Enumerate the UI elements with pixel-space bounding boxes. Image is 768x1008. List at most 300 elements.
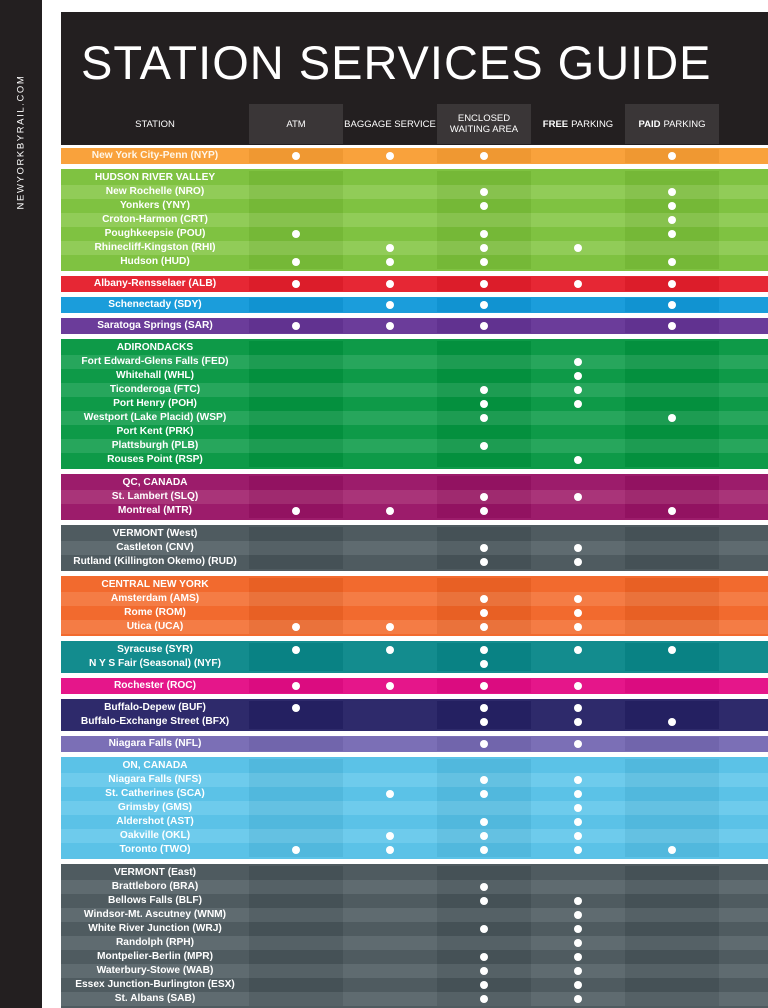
table-cell [531, 578, 625, 592]
website-label: NEWYORKBYRAIL.COM [15, 74, 27, 210]
service-available-dot [480, 790, 488, 798]
service-available-dot [480, 595, 488, 603]
station-row [61, 679, 768, 693]
table-cell [343, 936, 437, 950]
service-available-dot [668, 322, 676, 330]
table-cell [719, 908, 768, 922]
service-available-dot [386, 682, 394, 690]
column-header-row [61, 103, 768, 145]
table-cell [719, 787, 768, 801]
service-available-dot [480, 981, 488, 989]
table-cell [249, 866, 343, 880]
station-row [61, 894, 768, 908]
column-header-label: ENCLOSED WAITING AREA [449, 113, 519, 135]
station-name: N Y S Fair (Seasonal) (NYF) [88, 658, 222, 669]
region-section [61, 318, 768, 334]
table-cell [249, 657, 343, 671]
region-section [61, 864, 768, 1008]
table-cell [249, 383, 343, 397]
table-cell [343, 894, 437, 908]
table-cell [249, 298, 343, 312]
service-available-dot [480, 646, 488, 654]
station-name: Hudson (HUD) [120, 256, 190, 267]
table-cell [625, 241, 719, 255]
table-cell [719, 355, 768, 369]
table-cell [719, 555, 768, 569]
table-cell [719, 341, 768, 355]
table-cell [249, 950, 343, 964]
table-cell [625, 369, 719, 383]
column-header-3 [437, 104, 531, 144]
station-row [61, 643, 768, 657]
service-available-dot [480, 386, 488, 394]
service-available-dot [292, 230, 300, 238]
service-available-dot [574, 682, 582, 690]
table-cell [343, 425, 437, 439]
service-available-dot [480, 953, 488, 961]
table-cell [249, 578, 343, 592]
service-available-dot [386, 790, 394, 798]
table-cell [437, 801, 531, 815]
table-cell [343, 490, 437, 504]
service-available-dot [386, 258, 394, 266]
table-cell [531, 319, 625, 333]
table-cell [249, 453, 343, 467]
service-available-dot [574, 558, 582, 566]
station-row [61, 199, 768, 213]
region-section [61, 148, 768, 164]
table-cell [719, 319, 768, 333]
service-available-dot [480, 442, 488, 450]
table-cell [249, 801, 343, 815]
service-available-dot [480, 202, 488, 210]
service-available-dot [480, 704, 488, 712]
region-section [61, 474, 768, 520]
table-cell [625, 880, 719, 894]
table-cell [437, 527, 531, 541]
page-title: STATION SERVICES GUIDE [81, 36, 712, 89]
station-name: St. Lambert (SLQ) [111, 491, 199, 502]
table-cell [343, 476, 437, 490]
region-section [61, 641, 768, 673]
table-cell [625, 578, 719, 592]
station-row [61, 355, 768, 369]
table-cell [625, 592, 719, 606]
service-available-dot [480, 322, 488, 330]
table-cell [625, 922, 719, 936]
table-cell [531, 439, 625, 453]
table-cell [625, 773, 719, 787]
table-cell [625, 425, 719, 439]
service-available-dot [574, 704, 582, 712]
region-section [61, 757, 768, 859]
table-cell [719, 453, 768, 467]
table-cell [249, 992, 343, 1006]
station-row [61, 383, 768, 397]
table-cell [249, 213, 343, 227]
table-cell [249, 759, 343, 773]
station-row [61, 298, 768, 312]
station-row [61, 992, 768, 1006]
table-cell [343, 992, 437, 1006]
table-cell [625, 171, 719, 185]
region-header-row [61, 578, 768, 592]
service-available-dot [480, 682, 488, 690]
service-available-dot [480, 301, 488, 309]
column-header-4 [531, 104, 625, 144]
service-available-dot [574, 846, 582, 854]
table-cell [719, 369, 768, 383]
table-cell [719, 620, 768, 634]
table-cell [625, 894, 719, 908]
table-cell [719, 657, 768, 671]
region-name: VERMONT (West) [112, 528, 198, 539]
table-cell [625, 606, 719, 620]
service-available-dot [480, 544, 488, 552]
region-name: QC, CANADA [122, 477, 188, 488]
table-cell [719, 964, 768, 978]
station-row [61, 319, 768, 333]
table-cell [249, 199, 343, 213]
table-cell [343, 701, 437, 715]
station-row [61, 504, 768, 518]
table-cell [625, 555, 719, 569]
table-cell [249, 171, 343, 185]
station-row [61, 787, 768, 801]
service-available-dot [480, 400, 488, 408]
station-row [61, 425, 768, 439]
table-cell [625, 476, 719, 490]
service-available-dot [480, 230, 488, 238]
service-available-dot [668, 188, 676, 196]
table-cell [719, 277, 768, 291]
table-cell [531, 527, 625, 541]
service-available-dot [292, 280, 300, 288]
table-cell [719, 643, 768, 657]
table-cell [249, 555, 343, 569]
table-cell [719, 213, 768, 227]
column-header-blank [719, 104, 768, 144]
service-available-dot [480, 280, 488, 288]
station-row [61, 606, 768, 620]
column-header-label: STATION [135, 118, 175, 130]
region-name: ADIRONDACKS [116, 342, 194, 353]
station-name: Montreal (MTR) [117, 505, 193, 516]
service-available-dot [668, 301, 676, 309]
service-available-dot [480, 660, 488, 668]
station-row [61, 715, 768, 729]
station-name: New York City-Penn (NYP) [91, 150, 219, 161]
service-available-dot [480, 925, 488, 933]
service-available-dot [574, 646, 582, 654]
table-cell [249, 541, 343, 555]
column-header-2 [343, 104, 437, 144]
table-cell [719, 425, 768, 439]
station-name: Niagara Falls (NFS) [108, 774, 202, 785]
region-section [61, 297, 768, 313]
region-section [61, 678, 768, 694]
title-bar [61, 12, 768, 103]
table-cell [343, 185, 437, 199]
table-cell [249, 606, 343, 620]
region-header-row [61, 476, 768, 490]
station-name: Waterbury-Stowe (WAB) [96, 965, 214, 976]
table-cell [249, 936, 343, 950]
station-name: Montpelier-Berlin (MPR) [96, 951, 214, 962]
table-cell [343, 657, 437, 671]
table-cell [625, 978, 719, 992]
station-name: Rome (ROM) [124, 607, 186, 618]
service-available-dot [292, 322, 300, 330]
station-name: New Rochelle (NRO) [105, 186, 205, 197]
region-name: CENTRAL NEW YORK [101, 579, 209, 590]
service-available-dot [668, 846, 676, 854]
station-row [61, 541, 768, 555]
station-name: White River Junction (WRJ) [88, 923, 222, 934]
table-cell [719, 936, 768, 950]
service-available-dot [480, 609, 488, 617]
station-row [61, 149, 768, 163]
station-row [61, 555, 768, 569]
station-name: Randolph (RPH) [115, 937, 195, 948]
service-available-dot [480, 558, 488, 566]
station-name: Aldershot (AST) [116, 816, 194, 827]
station-row [61, 843, 768, 857]
station-row [61, 369, 768, 383]
table-cell [249, 964, 343, 978]
table-cell [343, 880, 437, 894]
table-cell [625, 801, 719, 815]
table-cell [249, 425, 343, 439]
region-section [61, 736, 768, 752]
station-row [61, 737, 768, 751]
table-cell [625, 936, 719, 950]
table-cell [531, 149, 625, 163]
table-cell [719, 149, 768, 163]
table-cell [437, 759, 531, 773]
service-available-dot [574, 595, 582, 603]
service-available-dot [386, 623, 394, 631]
table-cell [249, 829, 343, 843]
service-available-dot [480, 883, 488, 891]
table-cell [343, 171, 437, 185]
table-cell [625, 787, 719, 801]
table-cell [249, 894, 343, 908]
column-header-1 [249, 104, 343, 144]
region-header-row [61, 759, 768, 773]
service-available-dot [480, 897, 488, 905]
region-section [61, 169, 768, 271]
station-name: St. Albans (SAB) [114, 993, 196, 1004]
service-available-dot [480, 718, 488, 726]
service-available-dot [386, 846, 394, 854]
table-cell [343, 815, 437, 829]
table-cell [531, 255, 625, 269]
table-cell [531, 185, 625, 199]
table-cell [625, 679, 719, 693]
station-name: Utica (UCA) [126, 621, 184, 632]
station-name: Oakville (OKL) [119, 830, 191, 841]
region-header-row [61, 341, 768, 355]
table-cell [249, 341, 343, 355]
service-available-dot [574, 280, 582, 288]
table-cell [437, 213, 531, 227]
station-row [61, 185, 768, 199]
table-cell [343, 527, 437, 541]
table-cell [625, 453, 719, 467]
table-cell [531, 298, 625, 312]
station-name: Buffalo-Depew (BUF) [104, 702, 206, 713]
station-name: Bellows Falls (BLF) [108, 895, 202, 906]
table-cell [531, 411, 625, 425]
station-row [61, 936, 768, 950]
station-row [61, 922, 768, 936]
region-header-row [61, 527, 768, 541]
station-row [61, 908, 768, 922]
table-cell [249, 922, 343, 936]
station-name: Schenectady (SDY) [108, 299, 202, 310]
table-cell [719, 490, 768, 504]
service-available-dot [574, 832, 582, 840]
table-cell [719, 679, 768, 693]
station-name: Castleton (CNV) [116, 542, 194, 553]
table-cell [343, 715, 437, 729]
table-cell [249, 815, 343, 829]
station-name: Niagara Falls (NFL) [108, 738, 202, 749]
table-cell [719, 411, 768, 425]
table-cell [531, 171, 625, 185]
table-cell [343, 453, 437, 467]
station-name: Essex Junction-Burlington (ESX) [75, 979, 235, 990]
table-cell [437, 341, 531, 355]
service-available-dot [480, 258, 488, 266]
table-cell [249, 490, 343, 504]
table-cell [719, 439, 768, 453]
region-header-row [61, 171, 768, 185]
column-header-bold: PAID [638, 118, 661, 130]
service-available-dot [574, 953, 582, 961]
region-section [61, 525, 768, 571]
table-cell [719, 829, 768, 843]
service-available-dot [386, 301, 394, 309]
service-available-dot [668, 216, 676, 224]
station-name: Saratoga Springs (SAR) [97, 320, 213, 331]
station-name: Poughkeepsie (POU) [104, 228, 206, 239]
service-available-dot [574, 244, 582, 252]
service-available-dot [574, 718, 582, 726]
station-row [61, 701, 768, 715]
region-section [61, 699, 768, 731]
station-row [61, 657, 768, 671]
service-available-dot [386, 152, 394, 160]
station-name: Rochester (ROC) [113, 680, 197, 691]
service-available-dot [292, 704, 300, 712]
service-available-dot [668, 507, 676, 515]
service-available-dot [480, 244, 488, 252]
table-cell [343, 411, 437, 425]
table-cell [719, 527, 768, 541]
service-available-dot [480, 832, 488, 840]
station-name: Rhinecliff-Kingston (RHI) [94, 242, 216, 253]
service-available-dot [574, 456, 582, 464]
table-cell [531, 199, 625, 213]
table-cell [625, 908, 719, 922]
table-cell [625, 992, 719, 1006]
table-cell [249, 787, 343, 801]
table-cell [343, 355, 437, 369]
table-cell [719, 815, 768, 829]
table-cell [249, 397, 343, 411]
table-cell [249, 185, 343, 199]
table-cell [625, 620, 719, 634]
table-cell [343, 964, 437, 978]
table-cell [343, 369, 437, 383]
service-available-dot [668, 646, 676, 654]
station-name: Toronto (TWO) [119, 844, 191, 855]
station-row [61, 411, 768, 425]
table-cell [719, 773, 768, 787]
table-cell [719, 606, 768, 620]
table-cell [249, 908, 343, 922]
service-available-dot [480, 740, 488, 748]
table-cell [625, 701, 719, 715]
table-cell [531, 425, 625, 439]
table-cell [437, 936, 531, 950]
table-cell [249, 355, 343, 369]
service-available-dot [480, 414, 488, 422]
table-cell [343, 439, 437, 453]
table-cell [531, 759, 625, 773]
table-cell [719, 843, 768, 857]
table-cell [249, 411, 343, 425]
table-cell [343, 541, 437, 555]
service-available-dot [292, 682, 300, 690]
table-cell [343, 383, 437, 397]
table-cell [437, 866, 531, 880]
station-row [61, 801, 768, 815]
service-available-dot [292, 846, 300, 854]
table-cell [719, 922, 768, 936]
column-header-5 [625, 104, 719, 144]
table-cell [719, 978, 768, 992]
table-cell [719, 476, 768, 490]
table-cell [437, 425, 531, 439]
table-cell [249, 715, 343, 729]
region-name: ON, CANADA [122, 760, 188, 771]
station-name: Grimsby (GMS) [117, 802, 193, 813]
service-available-dot [292, 258, 300, 266]
station-name: Windsor-Mt. Ascutney (WNM) [83, 909, 227, 920]
table-cell [625, 541, 719, 555]
station-row [61, 815, 768, 829]
table-cell [719, 298, 768, 312]
service-available-dot [574, 818, 582, 826]
station-name: Croton-Harmon (CRT) [102, 214, 208, 225]
table-cell [343, 978, 437, 992]
station-row [61, 453, 768, 467]
station-row [61, 773, 768, 787]
table-cell [625, 490, 719, 504]
station-name: Yonkers (YNY) [119, 200, 190, 211]
column-header-bold: FREE [542, 118, 569, 130]
service-available-dot [386, 832, 394, 840]
table-cell [437, 476, 531, 490]
table-cell [437, 369, 531, 383]
station-name: Whitehall (WHL) [115, 370, 195, 381]
table-cell [625, 341, 719, 355]
station-row [61, 227, 768, 241]
table-cell [719, 894, 768, 908]
